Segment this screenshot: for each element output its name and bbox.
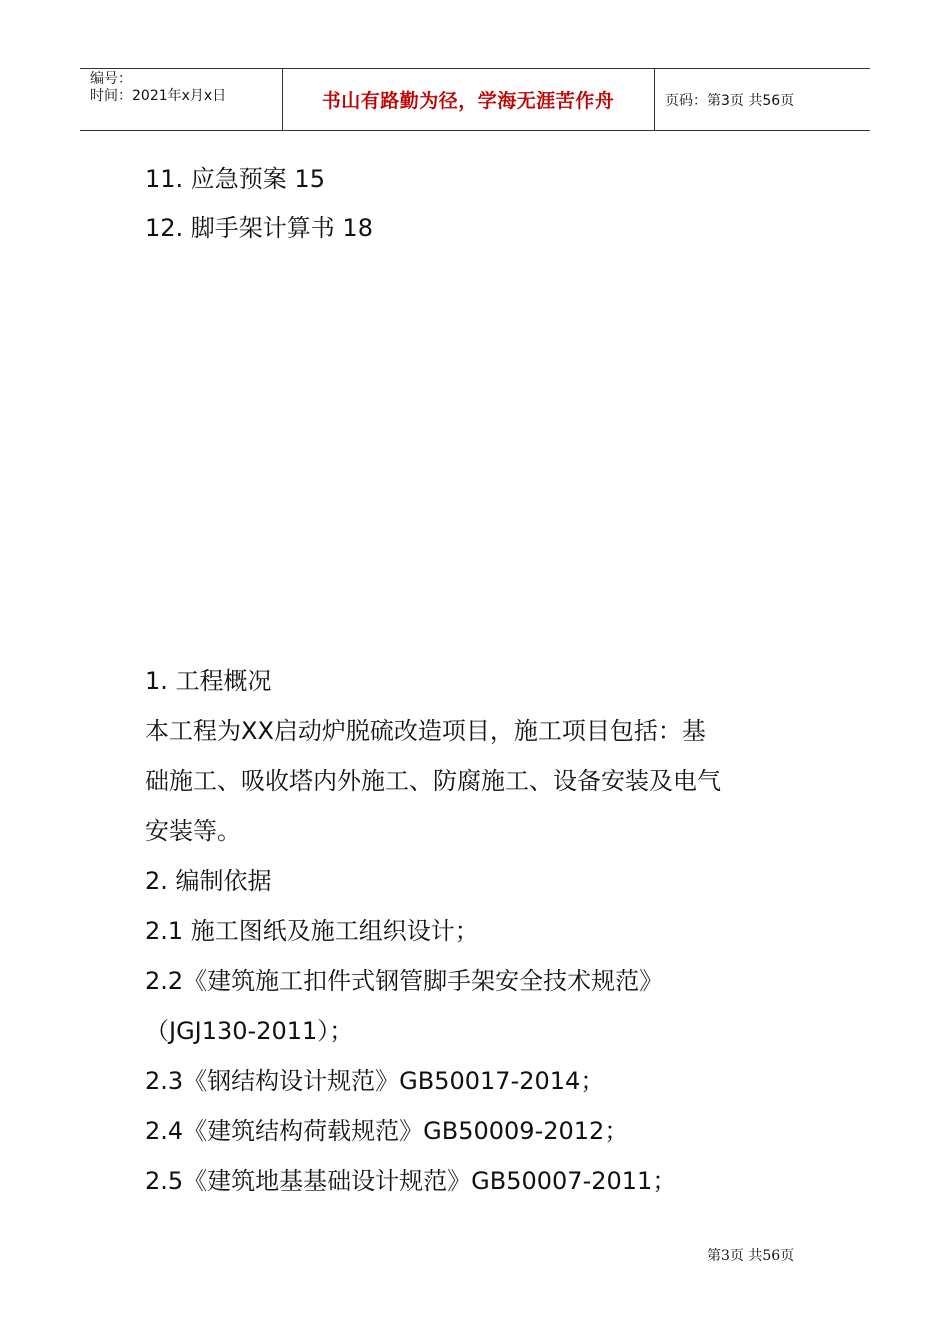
section-1-text-line-1: 本工程为XX启动炉脱硫改造项目，施工项目包括：基 [145,717,706,745]
page-footer: 第3页 共56页 [707,1248,795,1264]
document-number-label: 编号： [90,71,132,87]
basis-item-2-2: 2.2《建筑施工扣件式钢管脚手架安全技术规范》 [145,967,664,995]
basis-item-2-2-code: （JGJ130-2011）； [145,1017,354,1045]
header-page-info: 页码：第3页 共56页 [665,92,795,109]
header-right-cell [655,69,870,130]
basis-item-2-3: 2.3《钢结构设计规范》GB50017-2014； [145,1067,605,1095]
document-date: 时间：2021年x月x日 [90,88,227,104]
header-motto: 书山有路勤为径，学海无涯苦作舟 [321,90,615,112]
section-1-text-line-3: 安装等。 [145,817,241,845]
section-2-title: 2. 编制依据 [145,867,272,895]
basis-item-2-4: 2.4《建筑结构荷载规范》GB50009-2012； [145,1117,629,1145]
section-1-title: 1. 工程概况 [145,667,272,695]
section-1-text-line-2: 础施工、吸收塔内外施工、防腐施工、设备安装及电气 [145,767,721,795]
header-left-cell [80,69,283,130]
basis-item-2-5: 2.5《建筑地基基础设计规范》GB50007-2011； [145,1167,677,1195]
page-header [80,68,870,131]
document-body [145,656,815,1206]
header-middle-cell [282,69,655,130]
toc-item-scaffold-calculation: 12. 脚手架计算书 18 [145,214,373,242]
basis-item-2-1: 2.1 施工图纸及施工组织设计； [145,917,479,945]
toc-item-emergency-plan: 11. 应急预案 15 [145,165,325,193]
